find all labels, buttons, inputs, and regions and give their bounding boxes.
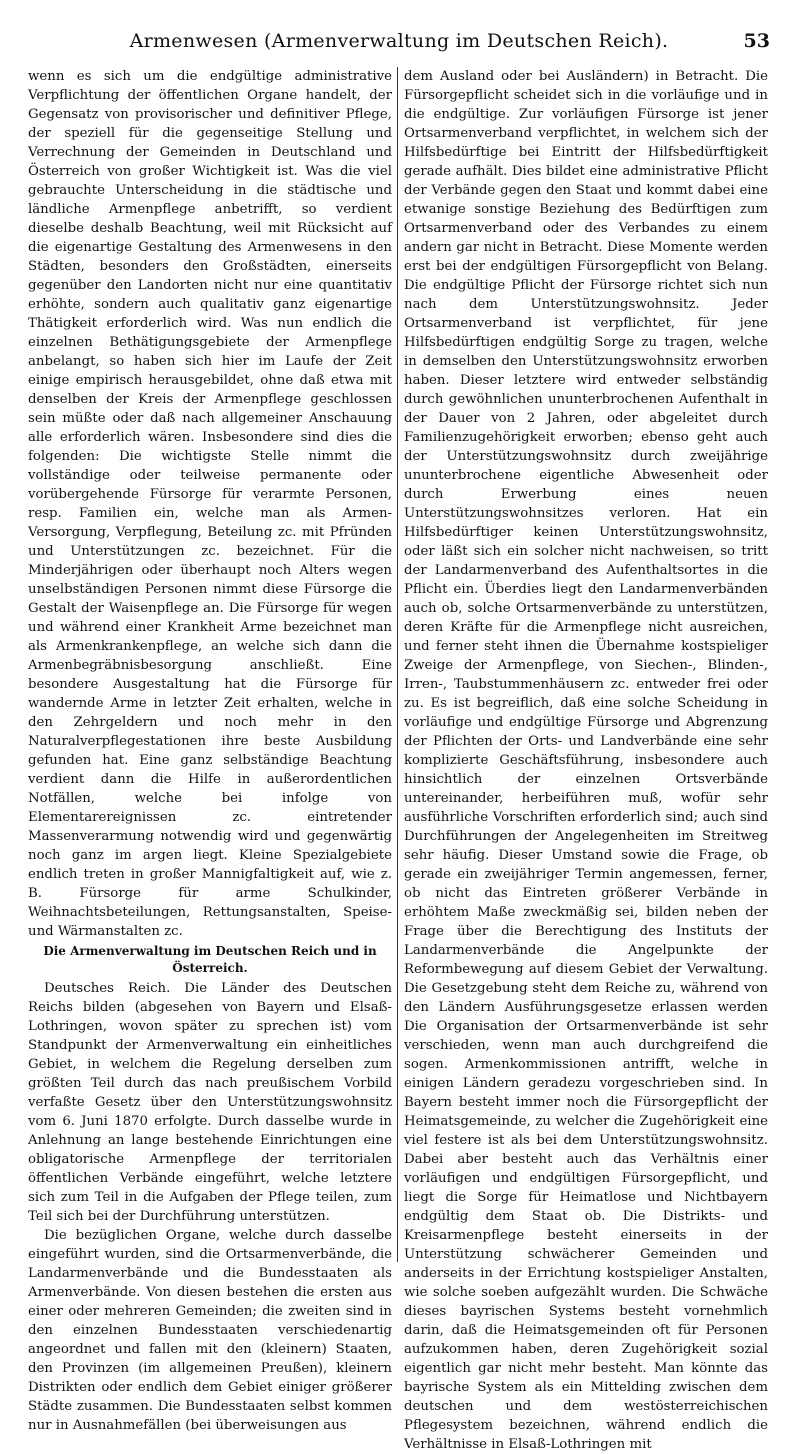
paragraph: dem Ausland oder bei Ausländern) in Betracht. Die Fürsorgepflicht scheidet sich in die vorläufige und in die endgültige. Zur vorläufigen Fürsorge ist jener Ortsarmenverband verpflichtet, in welchem sich der Hilfsbedürftige bei Eintritt der Hilfsbedürftigkeit gerade aufhält. Dies bildet eine administrative Pflicht der Verbände gegen den Staat und kommt dabei eine etwanige sonstige Beziehung des Bedürftigen zum Ortsarmenverband oder des Verbandes zu einem andern gar nicht in Betracht. Diese Momente werden erst bei der endgültigen Fürsorgepflicht von Belang. Die endgültige Pflicht der Fürsorge richtet sich nun nach dem Unterstützungswohnsitz. Jeder Ortsarmenverband ist verpflichtet, für jene Hilfsbedürftigen endgültig Sorge zu tragen, welche in demselben den Unterstützungswohnsitz erworben haben. Dieser letztere wird entweder selbständig durch gewöhnlichen ununterbrochenen Aufenthalt in der Dauer von 2 Jahren, oder abgeleitet durch Familienzugehörigkeit erworben; ebenso geht auch der Unterstützungswohnsitz durch zweijährige ununterbrochene eigentliche Abwesenheit oder durch Erwerbung eines neuen Unterstützungswohnsitzes verloren. Hat ein Hilfsbedürftiger keinen Unterstützungswohnsitz, oder läßt sich ein solcher nicht nachweisen, so tritt der Landarmenverband des Aufenthaltsortes in die Pflicht ein. Überdies liegt den Landarmenverbänden auch ob, solche Ortsarmenverbände zu unterstützen, deren Kräfte für die Armenpflege nicht ausreichen, und ferner steht ihnen die Übernahme kostspieliger Zweige der Armenpflege, von Siechen-, Blinden-, Irren-, Taubstummenhäusern zc. entweder frei oder zu. Es ist begreiflich, daß eine solche Scheidung in vorläufige und endgültige Fürsorge und Abgrenzung der Pflichten der Orts- und Landverbände eine sehr komplizierte Geschäftsführung, insbesondere auch hinsichtlich der einzelnen Ortsverbände untereinander, herbeiführen muß, wofür sehr ausführliche Vorschriften erforderlich sind; auch sind Durchführungen der Angelegenheiten im Streitweg sehr häufig. Dieser Umstand sowie die Frage, ob gerade ein zweijähriger Termin angemessen, ferner, ob nicht das Eintreten größerer Verbände in erhöhtem Maße zweckmäßig sei, bilden neben der Frage über die Berechtigung des Instituts der Landarmenverbände die Angelpunkte der Reformbewegung auf diesem Gebiet der Verwaltung. Die Gesetzgebung steht dem Reiche zu, während von den Ländern Ausführungsgesetze erlassen werden Die Organisation der Ortsarmenverbände ist sehr verschieden, wenn man auch durchgreifend die sogen. Armenkommissionen antrifft, welche in einigen Ländern geradezu vorgeschrieben sind. In Bayern besteht immer noch die Fürsorgepflicht der Heimatsgemeinde, zu welcher die Zugehörigkeit eine viel festere ist als bei dem Unterstützungswohnsitz. Dabei aber besteht auch das Verhältnis einer vorläufigen und endgültigen Fürsorgepflicht, und liegt die Sorge für Heimatlose und Nichtbayern endgültig dem Staat ob. Die Distrikts- und Kreisarmenpflege besteht einerseits in der Unterstützung schwächerer Gemeinden und anderseits in der Errichtung kostspieliger Anstalten, wie solche soeben aufgezählt wurden. Die Schwäche dieses bayrischen Systems besteht vornehmlich darin, daß die Heimatsgemeinden oft für Personen aufzukommen haben, deren Zugehörigkeit sozial eigentlich gar nicht mehr besteht. Man könnte das bayrische System als ein Mittelding zwischen dem deutschen und dem westösterreichischen Pflegesystem bezeichnen, während endlich die Verhältnisse in Elsaß-Lothringen mit [404, 69, 768, 1452]
paragraph: Die bezüglichen Organe, welche durch dasselbe eingeführt wurden, sind die Ortsarmenverbände, die Landarmenverbände und die Bundesstaaten als Armenverbände. Von diesen bestehen die ersten aus einer oder mehreren Gemeinden; die zweiten sind in den einzelnen Bundesstaaten verschiedenartig angeordnet und fallen mit den (kleinern) Staaten, den Provinzen (im allgemeinen Preußen), kleinern Distrikten oder endlich dem Gebiet einiger größerer Städte zusammen. Die Bundesstaaten selbst kommen nur in Ausnahmefällen (bei überweisungen aus [28, 1228, 392, 1433]
running-title: Armenwesen (Armenverwaltung im Deutschen Reich). [129, 30, 669, 52]
running-header [28, 30, 770, 58]
section-heading: Die Armenverwaltung im Deutschen Reich und in Österreich. [43, 944, 377, 975]
paragraph: wenn es sich um die endgültige administrative Verpflichtung der öffentlichen Organe handelt, der Gegensatz von provisorischer und definitiver Pflege, der speziell für die gegenseitige Stellung und Verrechnung der Gemeinden in Deutschland und Österreich von großer Wichtigkeit ist. Was die viel gebrauchte Unterscheidung in die städtische und ländliche Armenpflege anbetrifft, so verdient dieselbe deshalb Beachtung, weil mit Rücksicht auf die eigenartige Gestaltung des Armenwesens in den Städten, besonders den Großstädten, einerseits gegenüber den Landorten nicht nur eine quantitativ erhöhte, sondern auch qualitativ ganz eigenartige Thätigkeit erforderlich wird. Was nun endlich die einzelnen Bethätigungsgebiete der Armenpflege anbelangt, so haben sich hier im Laufe der Zeit einige empirisch herausgebildet, ohne daß etwa mit denselben der Kreis der Armenpflege geschlossen sein müßte oder daß nach allgemeiner Anschauung alle erforderlich wären. Insbesondere sind dies die folgenden: Die wichtigste Stelle nimmt die vollständige oder teilweise permanente oder vorübergehende Fürsorge für verarmte Personen, resp. Familien ein, welche man als Armen-Versorgung, Verpflegung, Beteilung zc. mit Pfründen und Unterstützungen zc. bezeichnet. Für die Minderjährigen oder überhaupt noch Alters wegen unselbständigen Personen nimmt diese Fürsorge die Gestalt der Waisenpflege an. Die Fürsorge für wegen und während einer Krankheit Arme bezeichnet man als Armenkrankenpflege, an welche sich dann die Armenbegräbnisbesorgung anschließt. Eine besondere Ausgestaltung hat die Fürsorge für wandernde Arme in letzter Zeit erhalten, welche in den Zehrgeldern und noch mehr in den Naturalverpflegestationen ihre beste Ausbildung gefunden hat. Eine ganz selbständige Beachtung verdient dann die Hilfe in außerordentlichen Notfällen, welche bei infolge von Elementarereignissen zc. eintretender Massenverarmung notwendig wird und gegenwärtig noch ganz im argen liegt. Kleine Spezialgebiete endlich treten in großer Mannigfaltigkeit auf, wie z. B. Fürsorge für arme Schulkinder, Weihnachtsbeteilungen, Rettungsanstalten, Speise- und Wärmanstalten zc. [28, 69, 392, 939]
left-column [28, 67, 392, 1433]
paragraph: Deutsches Reich. Die Länder des Deutschen Reichs bilden (abgesehen von Bayern und Elsaß-Lothringen, wovon später zu sprechen ist) vom Standpunkt der Armenverwaltung ein einheitliches Gebiet, in welchem die Regelung derselben zum größten Teil durch das nach preußischem Vorbild verfaßte Gesetz über den Unterstützungswohnsitz vom 6. Juni 1870 erfolgte. Durch dasselbe wurde in Anlehnung an lange bestehende Einrichtungen eine obligatorische Armenpflege der territorialen öffentlichen Verbände eingeführt, welche letztere sich zum Teil in die Aufgaben der Pflege teilen, zum Teil sich bei der Durchführung unterstützen. [28, 981, 392, 1224]
right-column [404, 67, 768, 1452]
column-divider [397, 67, 398, 1262]
page-number: 53 [743, 30, 770, 52]
